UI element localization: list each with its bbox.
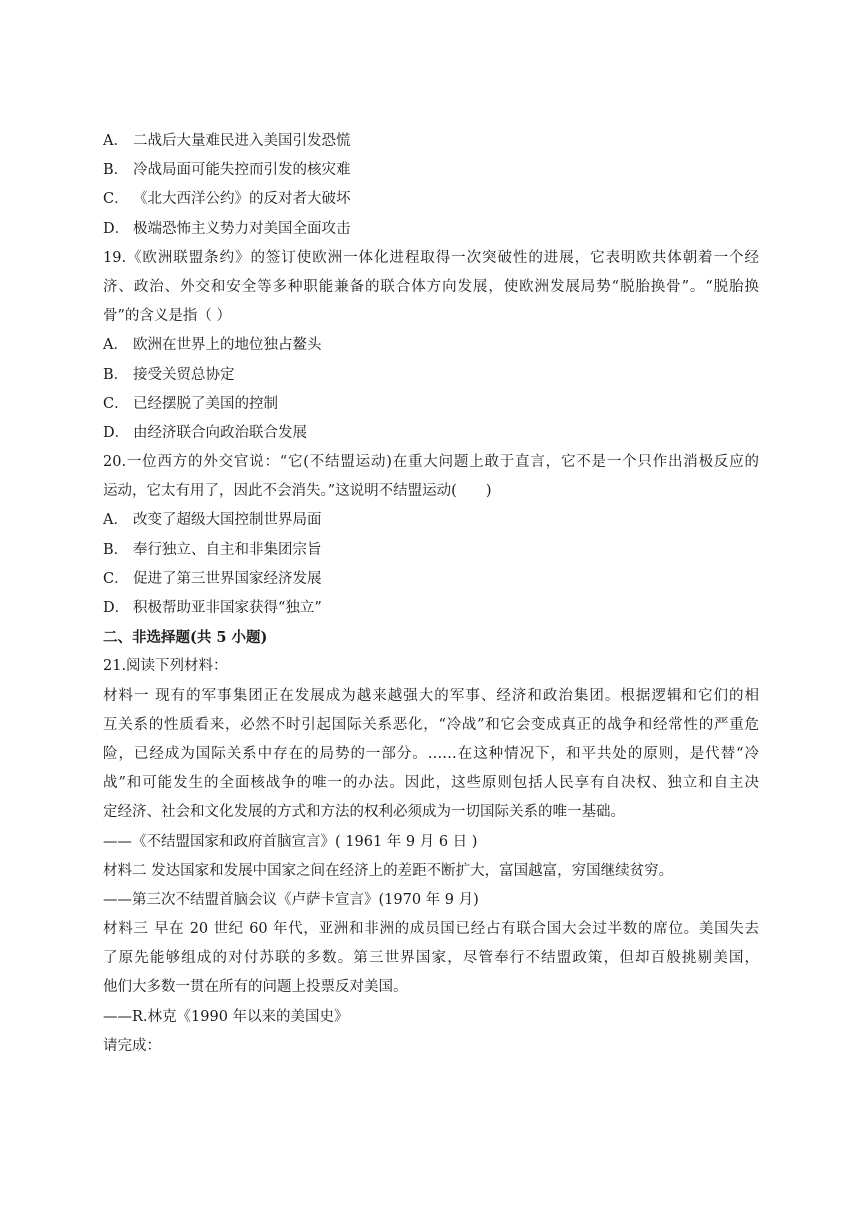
q20-stem-line-2: 运动，它太有用了，因此不会消失。”这说明不结盟运动( ) bbox=[103, 483, 492, 500]
q20-option-c: C． 促进了第三世界国家经济发展 bbox=[103, 570, 322, 587]
question-20 bbox=[103, 448, 759, 623]
q19-option-a: A． 欧洲在世界上的地位独占鳌头 bbox=[103, 337, 322, 354]
q21-material-1-line-1: 材料一 现有的军事集团正在发展成为越来越强大的军事、经济和政治集团。根据逻辑和它们的相 bbox=[103, 687, 759, 704]
document-page bbox=[103, 127, 759, 1061]
q21-material-2 bbox=[103, 857, 759, 915]
q18-option-c: C． 《北大西洋公约》的反对者大破坏 bbox=[103, 191, 351, 208]
q21-material-3-line-3: 他们大多数一贯在所有的问题上投票反对美国。 bbox=[103, 979, 408, 996]
q21-material-3-line-2: 了原先能够组成的对付苏联的多数。第三世界国家，尽管奉行不结盟政策，但却百般挑剔美国， bbox=[103, 950, 759, 967]
q19-stem-line-2: 济、政治、外交和安全等多种职能兼备的联合体方向发展，使欧洲发展局势“脱胎换骨”。“脱胎换 bbox=[103, 278, 759, 295]
q19-stem-line-1: 19.《欧洲联盟条约》的签订使欧洲一体化进程取得一次突破性的进展，它表明欧共体朝着一个经 bbox=[103, 249, 759, 266]
q18-option-b: B． 冷战局面可能失控而引发的核灾难 bbox=[103, 162, 351, 179]
q21-material-3 bbox=[103, 915, 759, 1032]
question-21 bbox=[103, 652, 759, 1061]
q19-option-b: B． 接受关贸总协定 bbox=[103, 366, 235, 383]
q21-intro: 21.阅读下列材料： bbox=[103, 658, 228, 675]
q20-option-d: D． 积极帮助亚非国家获得“独立” bbox=[103, 600, 322, 616]
q18-option-d: D． 极端恐怖主义势力对美国全面攻击 bbox=[103, 220, 351, 237]
q21-material-3-line-1: 材料三 早在 20 世纪 60 年代，亚洲和非洲的成员国已经占有联合国大会过半数的席位。美国失去 bbox=[103, 921, 759, 938]
q21-material-1-source: ——《不结盟国家和政府首脑宣言》( 1961 年 9 月 6 日 ) bbox=[103, 833, 478, 850]
question-19 bbox=[103, 244, 759, 448]
q21-material-1-line-5: 定经济、社会和文化发展的方式和方法的权利必须成为一切国际关系的唯一基础。 bbox=[103, 804, 625, 821]
q20-option-b: B． 奉行独立、自主和非集团宗旨 bbox=[103, 541, 322, 558]
q21-material-3-source: ——R.林克《1990 年以来的美国史》 bbox=[103, 1008, 349, 1025]
q21-material-1 bbox=[103, 682, 759, 857]
q21-material-1-line-2: 互关系的性质看来，必然不时引起国际关系恶化，“冷战”和它会变成真正的战争和经常性的严重危 bbox=[103, 716, 759, 733]
q19-option-d: D． 由经济联合向政治联合发展 bbox=[103, 424, 307, 441]
q21-material-2-line: 材料二 发达国家和发展中国家之间在经济上的差距不断扩大，富国越富，穷国继续贫穷。 bbox=[103, 862, 674, 879]
q20-stem-line-1: 20.一位西方的外交官说：“它(不结盟运动)在重大问题上敢于直言，它不是一个只作出消极反应的 bbox=[103, 454, 759, 471]
section-heading-non-choice: 二、非选择题(共 5 小题) bbox=[103, 629, 268, 647]
q18-option-a: A． 二战后大量难民进入美国引发恐慌 bbox=[103, 133, 351, 149]
q20-option-a: A． 改变了超级大国控制世界局面 bbox=[103, 512, 322, 529]
q21-material-1-line-3: 险，已经成为国际关系中存在的局势的一部分。……在这种情况下，和平共处的原则，是代替“冷 bbox=[103, 745, 759, 762]
q18-options bbox=[103, 127, 759, 244]
q19-option-c: C． 已经摆脱了美国的控制 bbox=[103, 395, 278, 412]
q19-stem-line-3: 骨”的含义是指（ ） bbox=[103, 308, 232, 325]
q21-prompt: 请完成： bbox=[103, 1037, 161, 1054]
q21-material-1-line-4: 战”和可能发生的全面核战争的唯一的办法。因此，这些原则包括人民享有自决权、独立和自主决 bbox=[103, 775, 759, 792]
q21-material-2-source: ——第三次不结盟首脑会议《卢萨卡宣言》(1970 年 9 月) bbox=[103, 891, 479, 908]
